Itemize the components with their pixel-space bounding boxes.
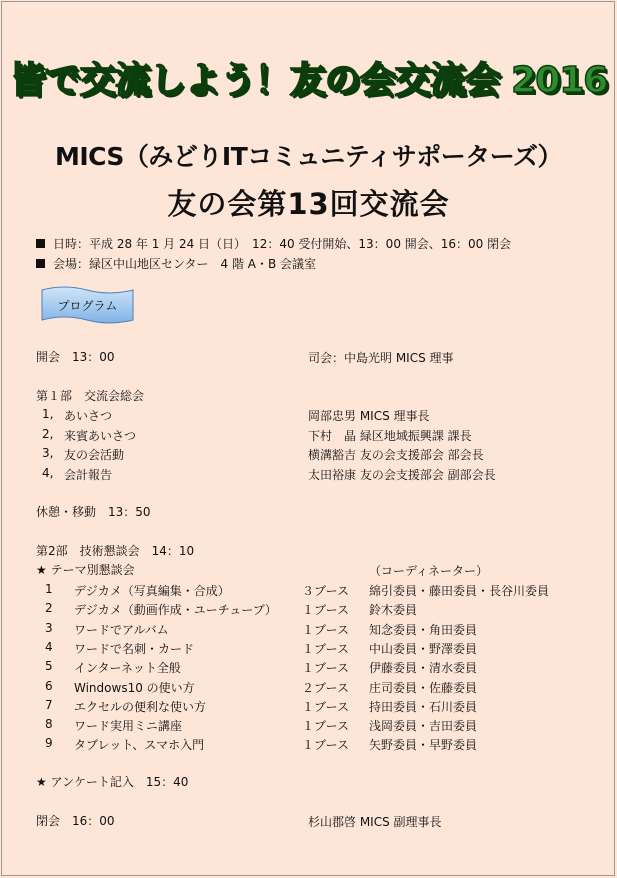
theme-item-booth: １ブース (302, 719, 350, 734)
theme-item-booth: １ブース (302, 603, 350, 618)
part1-item-number: 4, (42, 465, 54, 480)
part1-item-speaker: 岡部忠男 MICS 理事長 (308, 409, 430, 423)
opening-label: 開会 13：00 (36, 350, 115, 364)
theme-item-number: 4 (45, 639, 53, 654)
theme-item-coordinators: 中山委員・野澤委員 (369, 641, 478, 656)
theme-item-label: Windows10 の使い方 (74, 680, 195, 695)
theme-item-number: 2 (45, 601, 53, 616)
subtitle-organization: MICS（みどりITコミュニティサポーターズ） (54, 142, 563, 171)
theme-item-label: エクセルの便利な使い方 (74, 699, 207, 714)
subtitle-event: 友の会第13回交流会 (167, 187, 450, 221)
part1-item-speaker: 下村 晶 緑区地域振興課 課長 (308, 428, 472, 443)
coordinator-header: （コーディネーター） (369, 564, 489, 578)
part1-heading: 第１部 交流会総会 (36, 389, 145, 403)
theme-item-coordinators: 持田委員・石川委員 (369, 699, 478, 714)
theme-item-number: 9 (45, 736, 53, 751)
break-label: 休憩・移動 13：50 (36, 505, 151, 519)
theme-item-label: ワードでアルバム (74, 622, 169, 637)
program-tag (40, 286, 135, 326)
survey-label: ★ アンケート記入 15：40 (36, 775, 189, 789)
part1-item-speaker: 太田裕康 友の会支援部会 副部会長 (308, 467, 496, 482)
theme-item-coordinators: 綿引委員・藤田委員・長谷川委員 (369, 584, 550, 598)
theme-item-number: 6 (45, 678, 53, 693)
info-datetime: 日時：平成 28 年 1 月 24 日（日） 12：40 受付開始、13：00 開会、16：00 閉会 (36, 235, 511, 252)
theme-item-booth: ３ブース (302, 584, 350, 598)
theme-item-label: デジカメ（動画作成・ユーチューブ） (74, 603, 277, 618)
info-venue: 会場：緑区中山地区センター 4 階 A・B 会議室 (36, 255, 316, 272)
theme-item-label: ワードで名刺・カード (74, 641, 195, 656)
theme-item-number: 3 (45, 620, 53, 635)
theme-item-booth: １ブース (302, 622, 350, 637)
theme-item-booth: １ブース (302, 661, 350, 676)
theme-item-label: タブレット、スマホ入門 (74, 738, 205, 753)
theme-item-booth: １ブース (302, 699, 350, 714)
part1-item-number: 3, (42, 446, 54, 460)
theme-item-number: 5 (45, 659, 53, 674)
part1-item-label: 友の会活動 (64, 448, 125, 462)
main-title: 皆で交流しよう！友の会交流会 2016 (9, 60, 608, 101)
program-tag-label: プログラム (57, 299, 118, 313)
theme-item-number: 1 (45, 582, 53, 596)
part1-item-number: 1, (42, 407, 54, 421)
theme-subheading: ★ テーマ別懇談会 (36, 563, 135, 577)
theme-item-booth: １ブース (302, 738, 350, 753)
part2-heading: 第2部 技術懇談会 14：10 (36, 544, 195, 558)
part1-item-label: 来賓あいさつ (64, 428, 137, 443)
theme-item-number: 7 (45, 697, 53, 712)
theme-item-coordinators: 知念委員・角田委員 (369, 622, 478, 637)
closing-speaker: 杉山郡啓 MICS 副理事長 (308, 815, 442, 829)
theme-item-coordinators: 庄司委員・佐藤委員 (369, 680, 478, 695)
part1-item-speaker: 横溝豁吉 友の会支援部会 部会長 (308, 448, 484, 462)
theme-item-number: 8 (45, 717, 53, 732)
theme-item-label: ワード実用ミニ講座 (74, 719, 183, 734)
theme-item-label: インターネット全般 (74, 661, 181, 676)
square-bullet-icon (36, 259, 45, 268)
theme-item-coordinators: 鈴木委員 (369, 603, 418, 618)
square-bullet-icon (36, 239, 45, 248)
theme-item-coordinators: 伊藤委員・清水委員 (369, 661, 478, 676)
theme-item-booth: １ブース (302, 641, 350, 656)
theme-item-label: デジカメ（写真編集・合成） (74, 584, 230, 598)
theme-item-booth: ２ブース (302, 680, 350, 695)
theme-item-coordinators: 浅岡委員・吉田委員 (369, 719, 478, 734)
part1-item-label: あいさつ (64, 409, 113, 423)
closing-label: 閉会 16：00 (36, 814, 115, 828)
part1-item-number: 2, (42, 426, 54, 441)
opening-host: 司会：中島光明 MICS 理事 (308, 351, 454, 365)
theme-item-coordinators: 矢野委員・早野委員 (369, 738, 478, 753)
part1-item-label: 会計報告 (64, 467, 113, 482)
